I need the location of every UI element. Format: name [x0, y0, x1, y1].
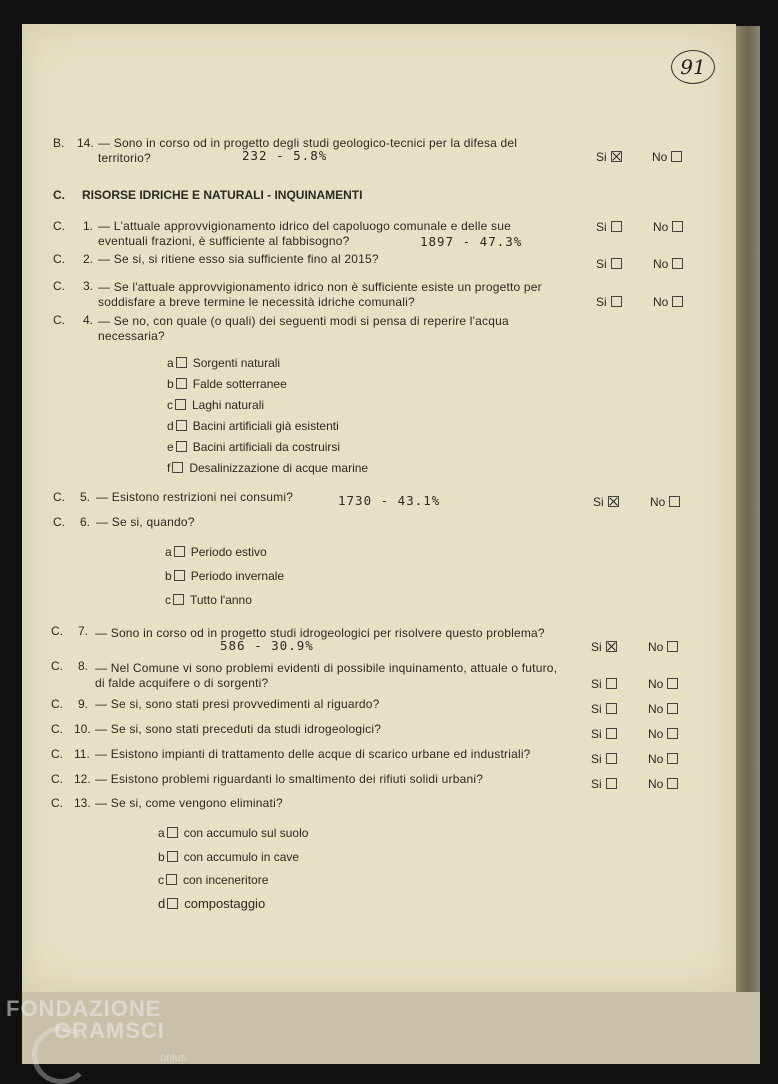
question-number: 2.	[83, 252, 94, 266]
question-code: C.	[51, 796, 63, 810]
si-label: Si	[596, 295, 607, 309]
watermark-line1: FONDAZIONE	[6, 996, 162, 1021]
no-label: No	[652, 150, 668, 164]
question-text: — Se si, sono stati preceduti da studi idrogeologici?	[95, 722, 382, 736]
option-label: con accumulo sul suolo	[183, 826, 309, 840]
option-letter: c	[167, 398, 173, 412]
option-letter: b	[158, 850, 165, 864]
answer-no[interactable]	[653, 220, 683, 234]
si-label: Si	[596, 150, 607, 164]
checkbox[interactable]	[174, 546, 185, 557]
checkbox[interactable]	[667, 728, 678, 739]
si-label: Si	[596, 220, 607, 234]
no-label: No	[648, 702, 664, 716]
checkbox[interactable]	[166, 874, 177, 885]
answer-no[interactable]	[648, 640, 678, 654]
question-number: 4.	[83, 313, 94, 327]
si-label: Si	[591, 640, 602, 654]
section-code: C.	[53, 188, 65, 202]
question-code: C.	[51, 659, 63, 673]
answer-si[interactable]	[596, 220, 622, 234]
answer-si[interactable]	[591, 702, 617, 716]
answer-no[interactable]	[648, 677, 678, 691]
typed-result: 1897 - 47.3%	[420, 234, 523, 249]
question-text: — Esistono problemi riguardanti lo smaltimento dei rifiuti solidi urbani?	[95, 772, 484, 786]
question-number: 10.	[74, 722, 91, 736]
checkbox[interactable]	[606, 678, 617, 689]
question-number: 11.	[74, 747, 90, 761]
option-label: Falde sotterranee	[192, 377, 287, 391]
question-code: B.	[53, 136, 65, 150]
answer-no[interactable]	[653, 295, 683, 309]
question-number: 13.	[74, 796, 91, 810]
checkbox[interactable]	[606, 753, 617, 764]
checkbox[interactable]	[167, 898, 178, 909]
typed-result: 1730 - 43.1%	[338, 493, 441, 508]
option-label: Periodo estivo	[190, 545, 267, 559]
question-text: — L'attuale approvvigionamento idrico del capoluogo comunale e delle sue eventuali frazioni, è sufficiente al fabbisogno?	[98, 219, 511, 248]
option-item[interactable]	[165, 545, 267, 559]
question-text: — Se si, si ritiene esso sia sufficiente fino al 2015?	[98, 252, 379, 266]
checkbox[interactable]	[667, 703, 678, 714]
question-code: C.	[53, 279, 65, 293]
answer-si[interactable]	[596, 295, 622, 309]
question-number: 14.	[77, 136, 94, 150]
question-code: C.	[51, 747, 63, 761]
si-label: Si	[591, 677, 602, 691]
question-code: C.	[53, 252, 65, 266]
checkbox[interactable]	[172, 462, 183, 473]
checkbox[interactable]	[176, 420, 187, 431]
si-label: Si	[591, 702, 602, 716]
question-text: — Esistono impianti di trattamento delle acque di scarico urbane ed industriali?	[95, 747, 531, 761]
checkbox[interactable]	[667, 753, 678, 764]
option-letter: a	[158, 826, 165, 840]
checkbox[interactable]	[667, 778, 678, 789]
typed-result: 232 - 5.8%	[242, 148, 328, 163]
checkbox[interactable]	[173, 594, 184, 605]
checkbox[interactable]	[611, 258, 622, 269]
answer-si[interactable]	[596, 257, 622, 271]
option-label: Bacini artificiali già esistenti	[192, 419, 339, 433]
question-code: C.	[53, 515, 65, 529]
answer-no[interactable]	[648, 727, 678, 741]
question-text: — Se si, sono stati presi provvedimenti al riguardo?	[95, 697, 380, 711]
answer-no[interactable]	[648, 777, 678, 791]
option-item[interactable]	[158, 826, 308, 840]
question-code: C.	[51, 772, 63, 786]
question-number: 3.	[83, 279, 94, 293]
checkbox[interactable]	[606, 728, 617, 739]
checkbox[interactable]	[611, 296, 622, 307]
question-text: — Se si, come vengono eliminati?	[95, 796, 283, 810]
document-page	[22, 24, 736, 992]
fondazione-gramsci-watermark	[6, 996, 187, 1064]
no-label: No	[653, 295, 669, 309]
option-letter: d	[167, 419, 174, 433]
no-label: No	[650, 495, 666, 509]
answer-si[interactable]	[591, 677, 617, 691]
page-number: 91	[671, 50, 715, 84]
checkbox[interactable]	[672, 258, 683, 269]
option-item[interactable]	[158, 850, 299, 864]
answer-no[interactable]	[648, 702, 678, 716]
option-item[interactable]	[165, 593, 252, 607]
checkbox[interactable]	[669, 496, 680, 507]
question-code: C.	[53, 219, 65, 233]
option-label: con inceneritore	[183, 873, 269, 887]
no-label: No	[648, 640, 664, 654]
question-text: — Sono in corso od in progetto degli studi geologico-tecnici per la difesa del territorio?	[98, 136, 518, 165]
checkbox[interactable]	[176, 357, 187, 368]
question-code: C.	[53, 313, 65, 327]
option-item[interactable]	[158, 896, 265, 911]
checkbox[interactable]	[167, 851, 178, 862]
answer-no[interactable]	[648, 752, 678, 766]
option-letter: e	[167, 440, 174, 454]
question-number: 5.	[80, 490, 91, 504]
checkbox[interactable]	[672, 296, 683, 307]
answer-si[interactable]	[591, 777, 617, 791]
no-label: No	[648, 752, 664, 766]
watermark-line2: GRAMSCI	[54, 1018, 165, 1043]
option-letter: c	[158, 873, 164, 887]
option-label: Laghi naturali	[192, 398, 265, 412]
checkbox[interactable]	[606, 703, 617, 714]
checkbox[interactable]	[176, 378, 187, 389]
option-item[interactable]	[167, 377, 287, 391]
question-number: 7.	[78, 624, 89, 638]
page-edge	[736, 26, 760, 1064]
answer-si[interactable]	[591, 640, 617, 654]
question-code: C.	[51, 722, 63, 736]
no-label: No	[653, 257, 669, 271]
answer-si[interactable]	[596, 150, 622, 164]
option-label: Periodo invernale	[190, 569, 285, 583]
option-item[interactable]	[167, 356, 280, 370]
si-label: Si	[596, 257, 607, 271]
option-item[interactable]	[167, 419, 339, 433]
option-letter: c	[165, 593, 171, 607]
checkbox[interactable]	[611, 221, 622, 232]
checkbox[interactable]	[167, 827, 178, 838]
question-code: C.	[53, 490, 65, 504]
option-letter: a	[165, 545, 172, 559]
section-title: RISORSE IDRICHE E NATURALI - INQUINAMENTI	[82, 188, 363, 202]
option-letter: f	[167, 461, 171, 475]
answer-no[interactable]	[652, 150, 682, 164]
question-number: 8.	[78, 659, 89, 673]
checkbox[interactable]	[672, 221, 683, 232]
option-letter: b	[165, 569, 172, 583]
answer-no[interactable]	[653, 257, 683, 271]
question-number: 9.	[78, 697, 89, 711]
checkbox-checked[interactable]	[611, 151, 622, 162]
checkbox[interactable]	[671, 151, 682, 162]
option-label: compostaggio	[184, 896, 266, 911]
no-label: No	[648, 677, 664, 691]
no-label: No	[648, 727, 664, 741]
question-text: — Sono in corso od in progetto studi idrogeologici per risolvere questo problema?	[95, 626, 545, 640]
question-code: C.	[51, 624, 63, 638]
option-letter: b	[167, 377, 174, 391]
option-item[interactable]	[167, 398, 264, 412]
option-item[interactable]	[165, 569, 284, 583]
no-label: No	[653, 220, 669, 234]
option-label: Sorgenti naturali	[192, 356, 281, 370]
question-text: — Esistono restrizioni nei consumi?	[96, 490, 294, 504]
question-text: — Se no, con quale (o quali) dei seguenti modi si pensa di reperire l'acqua necessaria?	[98, 314, 509, 343]
answer-si[interactable]	[593, 495, 619, 509]
si-label: Si	[591, 727, 602, 741]
checkbox-checked[interactable]	[606, 641, 617, 652]
question-number: 6.	[80, 515, 91, 529]
si-label: Si	[591, 752, 602, 766]
checkbox-checked[interactable]	[608, 496, 619, 507]
question-number: 12.	[74, 772, 91, 786]
question-text: — Se l'attuale approvvigionamento idrico non è sufficiente esiste un progetto per soddisfare a breve termine le necessità idriche comunali?	[98, 280, 542, 309]
question-code: C.	[51, 697, 63, 711]
option-item[interactable]	[167, 440, 340, 454]
question-text: — Nel Comune vi sono problemi evidenti di possibile inquinamento, attuale o futuro, di falde acquifere o di sorgenti?	[95, 661, 558, 690]
question-text: — Se si, quando?	[96, 515, 195, 529]
option-item[interactable]	[158, 873, 268, 887]
option-label: Bacini artificiali da costruirsi	[192, 440, 341, 454]
answer-si[interactable]	[591, 752, 617, 766]
checkbox[interactable]	[667, 641, 678, 652]
option-letter: d	[158, 896, 166, 911]
checkbox[interactable]	[606, 778, 617, 789]
checkbox[interactable]	[667, 678, 678, 689]
option-label: Desalinizzazione di acque marine	[189, 461, 369, 475]
option-label: Tutto l'anno	[190, 593, 252, 607]
option-letter: a	[167, 356, 174, 370]
answer-si[interactable]	[591, 727, 617, 741]
checkbox[interactable]	[176, 441, 187, 452]
question-number: 1.	[83, 219, 94, 233]
answer-no[interactable]	[650, 495, 680, 509]
no-label: No	[648, 777, 664, 791]
checkbox[interactable]	[174, 570, 185, 581]
typed-result: 586 - 30.9%	[220, 638, 314, 653]
option-label: con accumulo in cave	[183, 850, 300, 864]
watermark-line3: onlus	[160, 1052, 187, 1064]
si-label: Si	[591, 777, 602, 791]
si-label: Si	[593, 495, 604, 509]
checkbox[interactable]	[175, 399, 186, 410]
option-item[interactable]	[167, 461, 368, 475]
